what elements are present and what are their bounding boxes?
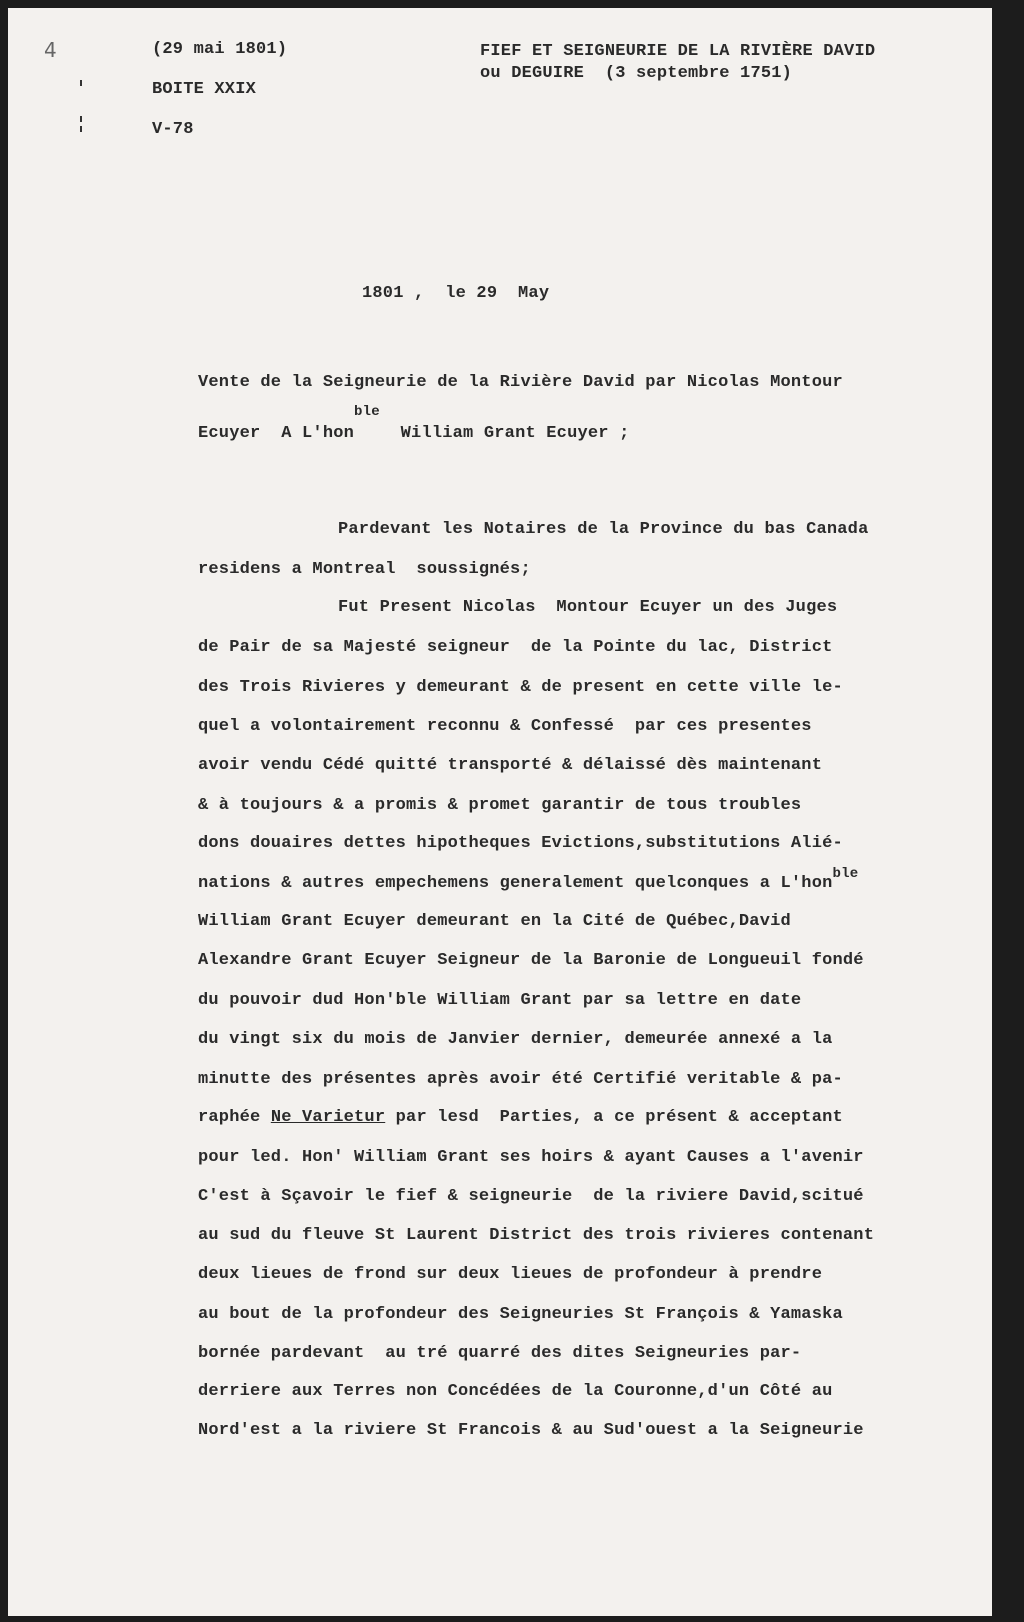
- body-line: minutte des présentes après avoir été Certifié veritable & pa-: [198, 1070, 843, 1089]
- header-box: BOITE XXIX: [152, 80, 257, 99]
- summary-line2: [198, 404, 630, 443]
- header-title-line1: FIEF ET SEIGNEURIE DE LA RIVIÈRE DAVID: [480, 42, 876, 61]
- body-line-nations-superscript: ble: [832, 866, 859, 882]
- date-heading: 1801 , le 29 May: [362, 284, 550, 303]
- body-line: quel a volontairement reconnu & Confessé par ces presentes: [198, 717, 812, 736]
- body-line: au bout de la profondeur des Seigneuries St François & Yamaska: [198, 1305, 843, 1324]
- body-line-nations-text: nations & autres empechemens generalement quelconques a L'hon: [198, 874, 833, 893]
- body-p1-line1: Pardevant les Notaires de la Province du bas Canada: [338, 520, 869, 539]
- body-line: derriere aux Terres non Concédées de la Couronne,d'un Côté au: [198, 1382, 833, 1401]
- body-line: du pouvoir dud Hon'ble William Grant par sa lettre en date: [198, 991, 802, 1010]
- body-line: dons douaires dettes hipotheques Evictions,substitutions Alié-: [198, 834, 843, 853]
- body-p2-line1: Fut Present Nicolas Montour Ecuyer un des Juges: [338, 598, 838, 617]
- ne-varietur: Ne Varietur: [270, 1108, 386, 1127]
- summary-line1: Vente de la Seigneurie de la Rivière David par Nicolas Montour: [198, 373, 843, 392]
- body-line: bornée pardevant au tré quarré des dites Seigneuries par-: [198, 1344, 802, 1363]
- paraphee-post: par lesd Parties, a ce présent & acceptant: [385, 1108, 843, 1127]
- body-line: Alexandre Grant Ecuyer Seigneur de la Baronie de Longueuil fondé: [198, 951, 864, 970]
- body-line-nations: [198, 866, 859, 893]
- summary-line2-post: William Grant Ecuyer ;: [379, 424, 630, 443]
- page-number: 4: [44, 38, 57, 62]
- header-date: (29 mai 1801): [152, 40, 288, 59]
- body-line-paraphee: [198, 1108, 843, 1127]
- body-line: du vingt six du mois de Janvier dernier, demeurée annexé a la: [198, 1030, 833, 1049]
- body-line: & à toujours & a promis & promet garantir de tous troubles: [198, 796, 802, 815]
- header-ref: V-78: [152, 120, 194, 139]
- summary-superscript: ble: [354, 404, 380, 420]
- header-title-line2: ou DEGUIRE (3 septembre 1751): [480, 64, 793, 83]
- body-line: William Grant Ecuyer demeurant en la Cité de Québec,David: [198, 912, 791, 931]
- summary-line2-pre: Ecuyer A L'hon: [198, 424, 355, 443]
- margin-mark: [80, 116, 82, 122]
- body-line: Nord'est a la riviere St Francois & au Sud'ouest a la Seigneurie: [198, 1421, 864, 1440]
- body-line: deux lieues de frond sur deux lieues de profondeur à prendre: [198, 1265, 823, 1284]
- body-line: C'est à Sçavoir le fief & seigneurie de la riviere David,scitué: [198, 1187, 864, 1206]
- body-line: des Trois Rivieres y demeurant & de present en cette ville le-: [198, 678, 843, 697]
- body-line: pour led. Hon' William Grant ses hoirs & ayant Causes a l'avenir: [198, 1148, 864, 1167]
- body-line: avoir vendu Cédé quitté transporté & délaissé dès maintenant: [198, 756, 823, 775]
- body-p1-line2: residens a Montreal soussignés;: [198, 560, 531, 579]
- document-page: [8, 8, 992, 1616]
- body-line: de Pair de sa Majesté seigneur de la Pointe du lac, District: [198, 638, 833, 657]
- margin-mark: [80, 126, 82, 132]
- margin-mark: [80, 80, 82, 86]
- paraphee-pre: raphée: [198, 1108, 271, 1127]
- body-line: au sud du fleuve St Laurent District des trois rivieres contenant: [198, 1226, 875, 1245]
